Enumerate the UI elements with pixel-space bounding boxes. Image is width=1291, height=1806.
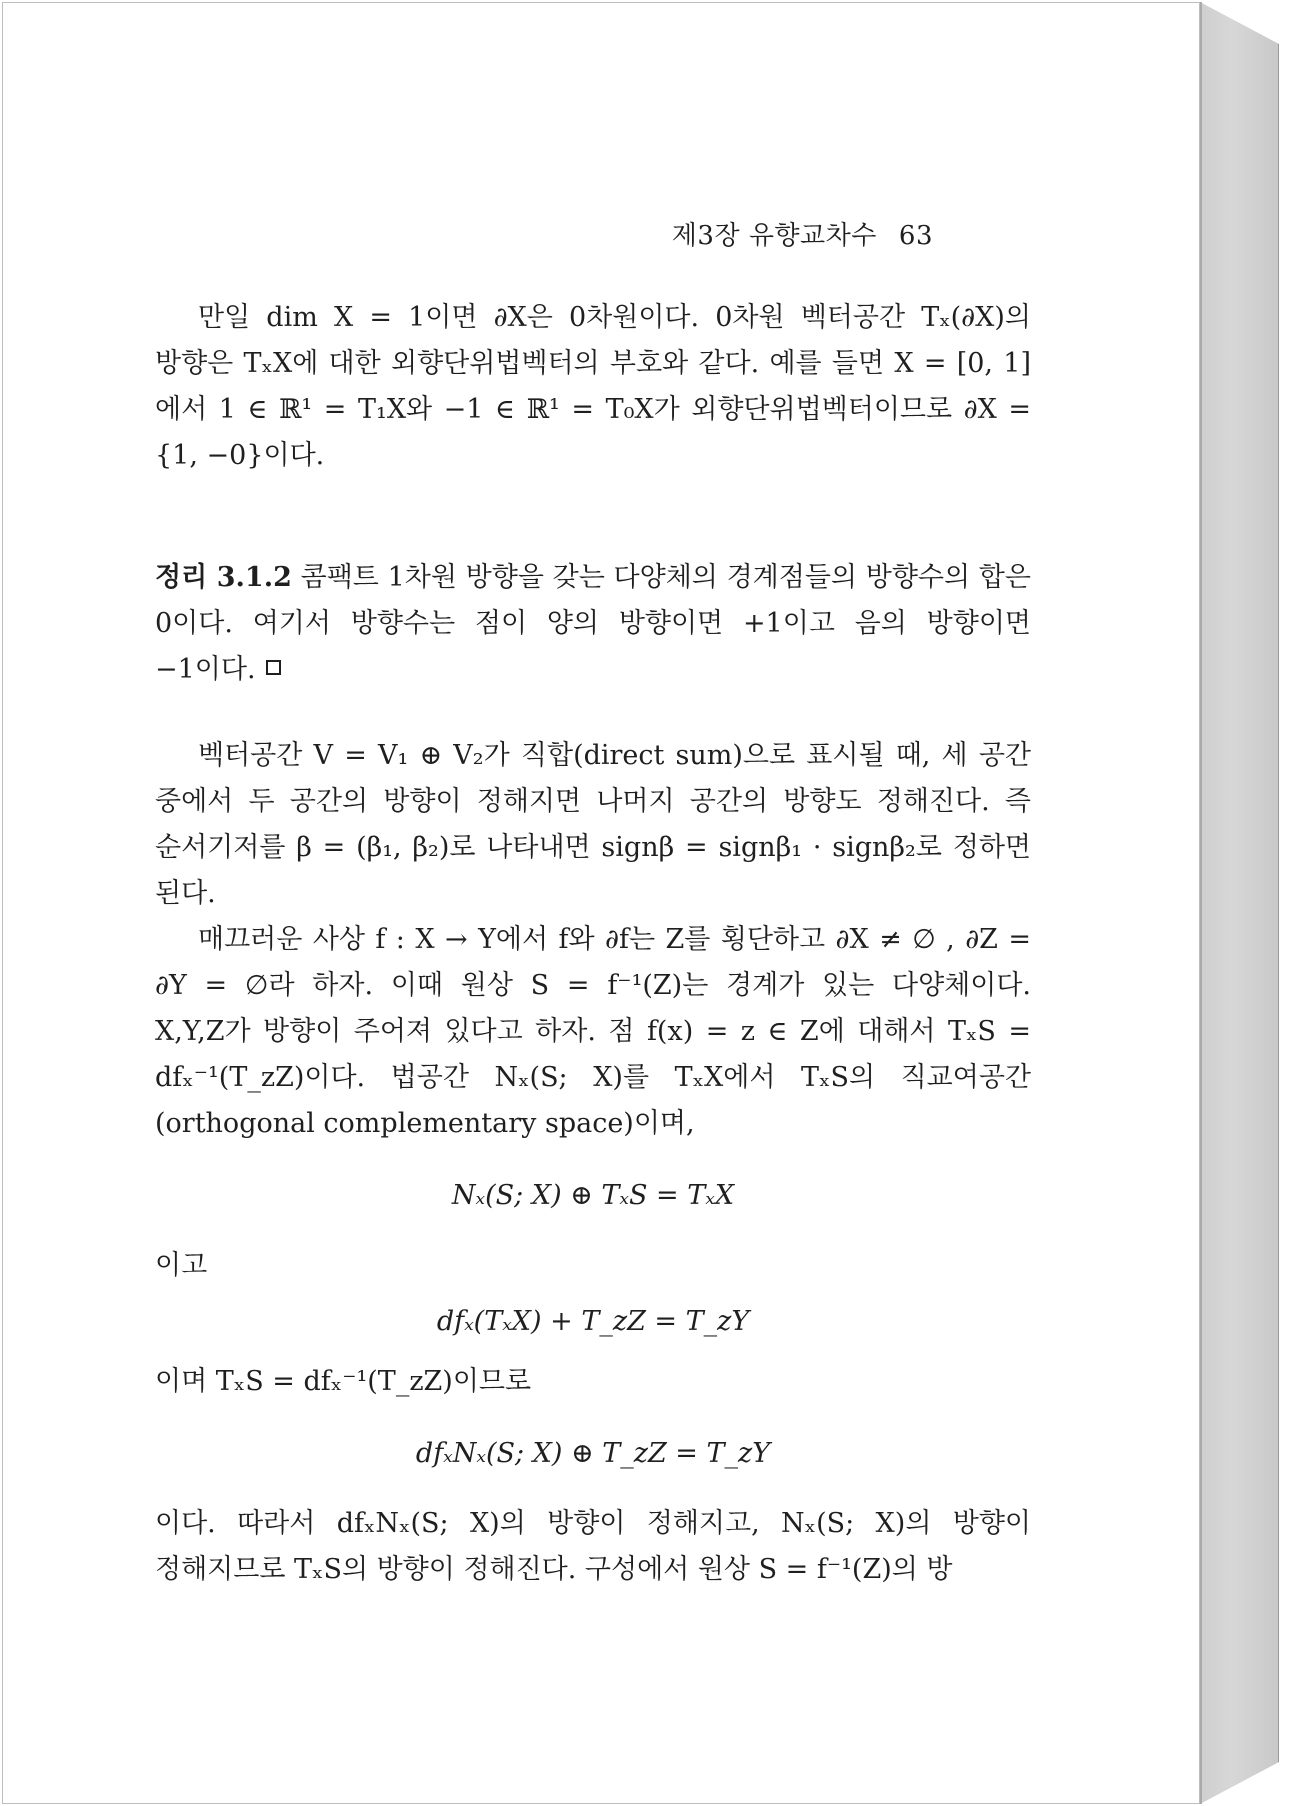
text-connector-2: 이며 TₓS = dfₓ⁻¹(T_zZ)이므로 (155, 1366, 532, 1397)
theorem-label: 정리 3.1.2 (155, 562, 292, 593)
paragraph-direct-sum: 벡터공간 V = V₁ ⊕ V₂가 직합(direct sum)으로 표시될 때, 세 공간 중에서 두 공간의 방향이 정해지면 나머지 공간의 방향도 정해진다. 즉 순서기저를 β = (β₁, β₂)로 나타내면 signβ = signβ₁ · signβ₂로 정하면 된다. (155, 740, 1031, 909)
text-connector-1: 이고 (155, 1250, 208, 1281)
book-page-frame (2, 2, 1289, 1804)
page-number: 63 (898, 221, 933, 251)
paragraph-conclusion: 이다. 따라서 dfₓNₓ(S; X)의 방향이 정해지고, Nₓ(S; X)의 방향이 정해지므로 TₓS의 방향이 정해진다. 구성에서 원상 S = f⁻¹(Z)의 방 (155, 1508, 1031, 1585)
page (2, 2, 1200, 1804)
spacer (155, 479, 1031, 555)
page-stack-edge (1200, 2, 1279, 1804)
chapter-title: 제3장 유향교차수 (671, 221, 877, 251)
equation-derivative-normal: dfₓNₓ(S; X) ⊕ T_zZ = T_zY (415, 1438, 771, 1469)
theorem-3-1-2 (155, 555, 1031, 693)
paragraph-boundary-orientation: 만일 dim X = 1이면 ∂X은 0차원이다. 0차원 벡터공간 Tₓ(∂X)의 방향은 TₓX에 대한 외향단위법벡터의 부호와 같다. 예를 들면 X = [0, 1]에서 1 ∈ ℝ¹ = T₁X와 −1 ∈ ℝ¹ = T₀X가 외향단위법벡터이므로 ∂X = {1, −0}이다. (155, 302, 1031, 471)
paragraph-preimage: 매끄러운 사상 f : X → Y에서 f와 ∂f는 Z를 횡단하고 ∂X ≠ ∅ , ∂Z = ∂Y = ∅라 하자. 이때 원상 S = f⁻¹(Z)는 경계가 있는 다양체이다. X,Y,Z가 방향이 주어져 있다고 하자. 점 f(x) = z ∈ Z에 대해서 TₓS = dfₓ⁻¹(T_zZ)이다. 법공간 Nₓ(S; X)를 TₓX에서 TₓS의 직교여공간(orthogonal complementary space)이며, (155, 924, 1031, 1139)
qed-square-icon (266, 660, 281, 675)
page-body (155, 295, 1031, 1593)
running-header (672, 215, 933, 252)
theorem-body: 콤팩트 1차원 방향을 갖는 다양체의 경계점들의 방향수의 합은 0이다. 여기서 방향수는 점이 양의 방향이면 +1이고 음의 방향이면 −1이다. (155, 562, 1031, 685)
page-edge-line (1200, 2, 1202, 1804)
equation-transversality: dfₓ(TₓX) + T_zZ = T_zY (436, 1306, 750, 1337)
spacer (155, 693, 1031, 733)
equation-normal-space: Nₓ(S; X) ⊕ TₓS = TₓX (451, 1180, 735, 1211)
